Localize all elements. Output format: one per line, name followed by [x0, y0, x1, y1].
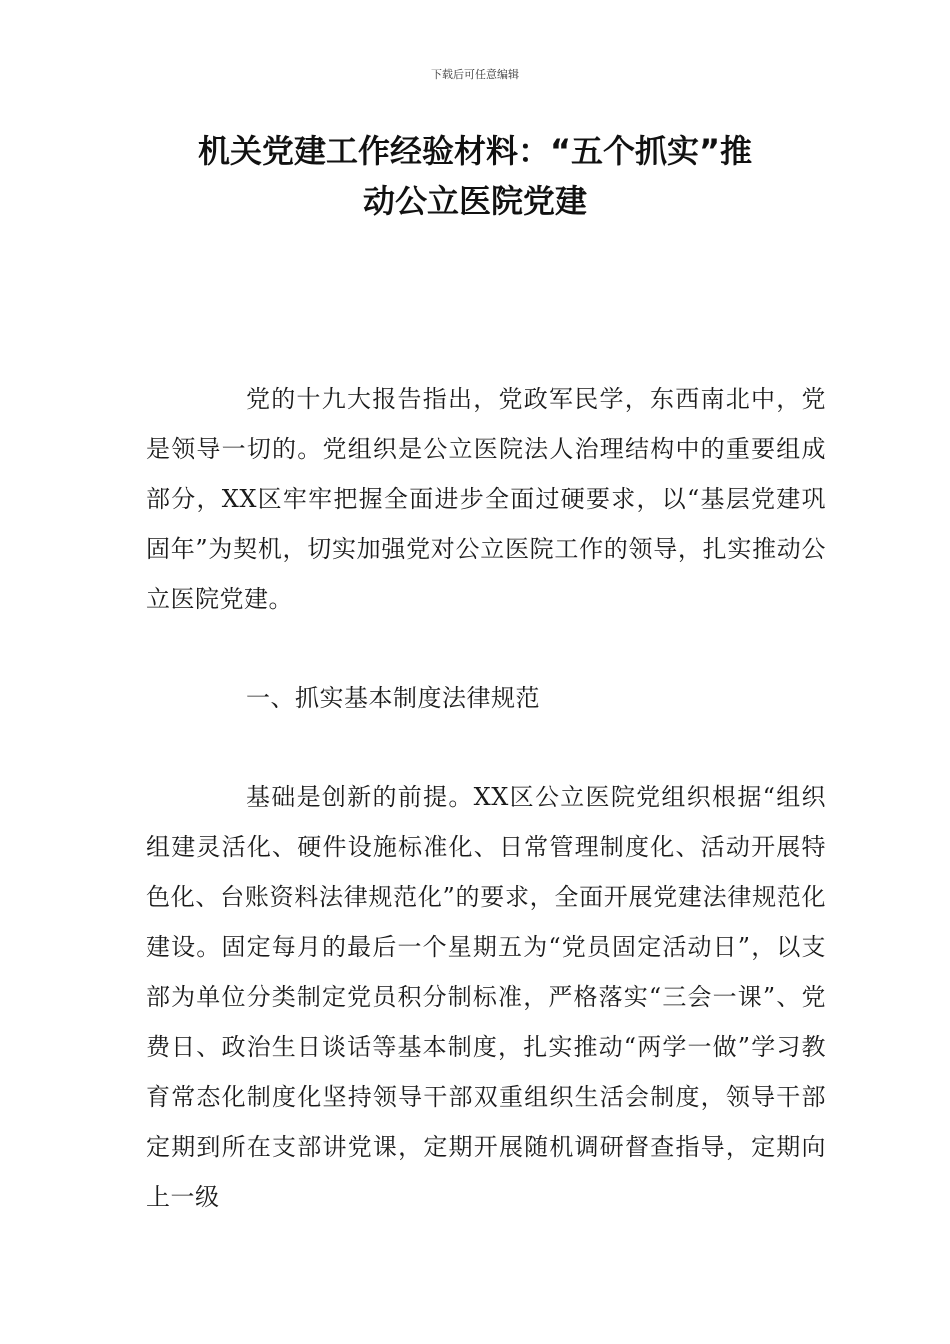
document-title	[150, 126, 800, 226]
intro-paragraph: 党的十九大报告指出，党政军民学，东西南北中，党是领导一切的。党组织是公立医院法人治理结构中的重要组成部分，XX区牢牢把握全面进步全面过硬要求，以“基层党建巩固年”为契机，切实加强党对公立医院工作的领导，扎实推动公立医院党建。	[146, 385, 826, 613]
page-header-note: 下载后可任意编辑	[431, 68, 519, 81]
section-1-heading: 一、抓实基本制度法律规范	[246, 684, 540, 712]
title-line-2: 动公立医院党建	[362, 182, 587, 220]
title-line-1: 机关党建工作经验材料：“五个抓实”推	[197, 132, 753, 170]
document-body	[146, 374, 826, 1222]
section-1-paragraph: 基础是创新的前提。XX区公立医院党组织根据“组织组建灵活化、硬件设施标准化、日常管理制度化、活动开展特色化、台账资料法律规范化”的要求，全面开展党建法律规范化建设。固定每月的最后一个星期五为“党员固定活动日”，以支部为单位分类制定党员积分制标准，严格落实“三会一课”、党费日、政治生日谈话等基本制度，扎实推动“两学一做”学习教育常态化制度化坚持领导干部双重组织生活会制度，领导干部定期到所在支部讲党课，定期开展随机调研督查指导，定期向上一级	[146, 783, 826, 1211]
